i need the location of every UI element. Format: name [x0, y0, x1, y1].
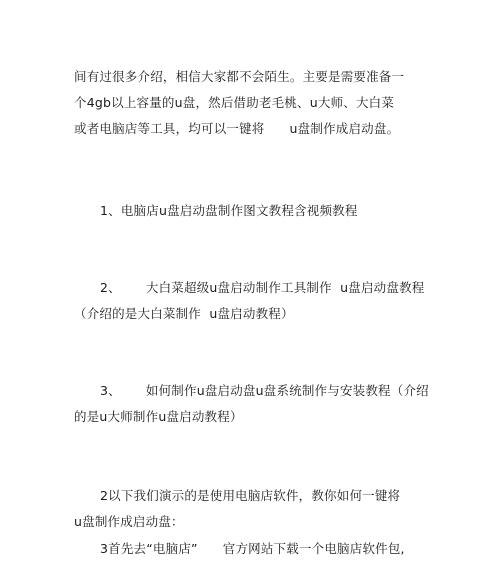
- intro-line-2: 个4gb以上容量的u盘，然后借助老毛桃、u大师、大白菜: [74, 95, 395, 110]
- list-item-2-line-1: 2、 大白菜超级u盘启动制作工具制作 u盘启动盘教程: [100, 280, 425, 295]
- list-item-3-line-1: 3、 如何制作u盘启动盘u盘系统制作与安装教程（介绍: [100, 383, 429, 398]
- list-item-3-line-2: 的是u大师制作u盘启动教程）: [74, 409, 243, 424]
- demo-line-2: u盘制作成启动盘：: [74, 514, 184, 529]
- demo-line-1: 2以下我们演示的是使用电脑店软件，教你如何一键将: [100, 488, 401, 503]
- list-item-1: 1、电脑店u盘启动盘制作图文教程含视频教程: [100, 203, 358, 218]
- intro-line-3: 或者电脑店等工具，均可以一键将 u盘制作成启动盘。: [74, 121, 400, 136]
- step-line-1: 3首先去“电脑店” 官方网站下载一个电脑店软件包,: [100, 541, 405, 556]
- intro-line-1: 间有过很多介绍，相信大家都不会陌生。主要是需要准备一: [74, 69, 405, 84]
- list-item-2-line-2: （介绍的是大白菜制作 u盘启动教程）: [74, 306, 294, 321]
